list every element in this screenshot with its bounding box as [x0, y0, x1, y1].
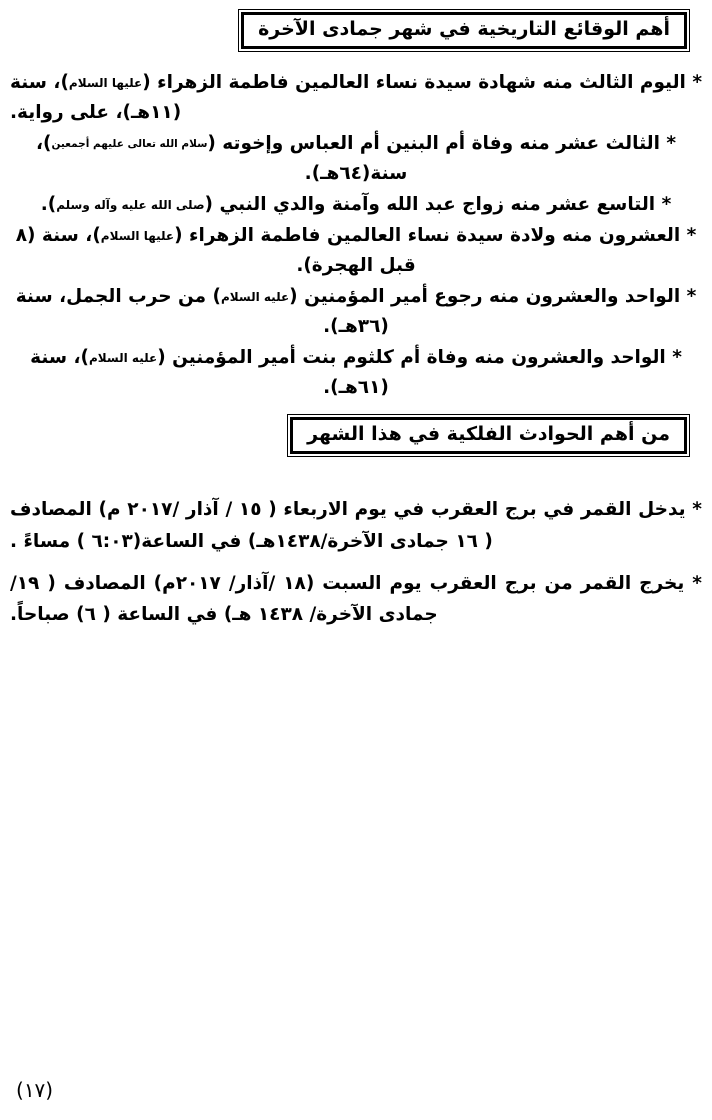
event-text-after: )، سنة (٨ قبل الهجرة). [15, 224, 416, 276]
event-text-after: )، سنة(٦٤هـ). [35, 132, 408, 184]
event-text-before: * الواحد والعشرون منه وفاة أم كلثوم بنت أمير المؤمنين ( [157, 346, 682, 368]
historical-events-heading-text: أهم الوقائع التاريخية في شهر جمادى الآخرة [258, 18, 670, 40]
list-item [10, 282, 702, 342]
historical-events-heading-box [238, 9, 690, 52]
honorific-marker: عليه السلام [89, 350, 158, 365]
list-item: * يدخل القمر في برج العقرب في يوم الاربعاء ( ١٥ / آذار /٢٠١٧ م) المصادف ( ١٦ جمادى الآخرة/١٤٣٨هـ) في الساعة(٦:٠٣ ) مساءً . [10, 499, 702, 552]
list-item: * يخرج القمر من برج العقرب يوم السبت (١٨ /آذار/ ٢٠١٧م) المصادف ( ١٩/ جمادى الآخرة/ ١٤٣٨ هـ) في الساعة ( ٦) صباحاً. [10, 572, 702, 626]
honorific-phrase: سلام الله تعالى عليهم أجمعين [51, 137, 208, 150]
astronomical-events-heading-text: من أهم الحوادث الفلكية في هذا الشهر [307, 423, 670, 445]
heading-box-inner-border [241, 12, 687, 49]
event-text-before: * الواحد والعشرون منه رجوع أمير المؤمنين ( [289, 285, 697, 307]
page-number: (١٧) [16, 1078, 54, 1102]
heading-box-outer-border [287, 414, 690, 457]
event-text-after: ). [40, 193, 57, 215]
event-text-after: )، سنة (٦١هـ). [30, 346, 389, 398]
list-item [10, 221, 702, 281]
astronomical-events-heading-box [287, 414, 690, 457]
honorific-marker: صلى الله عليه وآله وسلم [56, 197, 205, 212]
event-text-after: ) من حرب الجمل، سنة (٣٦هـ). [15, 285, 389, 337]
list-item [10, 68, 702, 128]
list-item [10, 343, 702, 403]
list-item [10, 190, 702, 220]
astronomical-events-list [10, 494, 702, 641]
heading-box-inner-border [290, 417, 687, 454]
event-text-after: )، سنة (١١هـ)، على رواية. [10, 72, 182, 123]
event-text-before: * التاسع عشر منه زواج عبد الله وآمنة والدي النبي ( [204, 193, 672, 215]
event-text-before: * العشرون منه ولادة سيدة نساء العالمين فاطمة الزهراء ( [174, 224, 697, 246]
honorific-marker: عليه السلام [220, 289, 290, 304]
heading-box-outer-border [238, 9, 690, 52]
list-item [10, 129, 702, 189]
honorific-marker: عليها السلام [100, 228, 175, 243]
event-text-before: * اليوم الثالث منه شهادة سيدة نساء العالمين فاطمة الزهراء ( [142, 72, 703, 93]
honorific-marker: عليها السلام [68, 76, 143, 90]
historical-events-list [10, 68, 702, 404]
event-text-before: * الثالث عشر منه وفاة أم البنين أم العباس وإخوته ( [207, 132, 677, 154]
